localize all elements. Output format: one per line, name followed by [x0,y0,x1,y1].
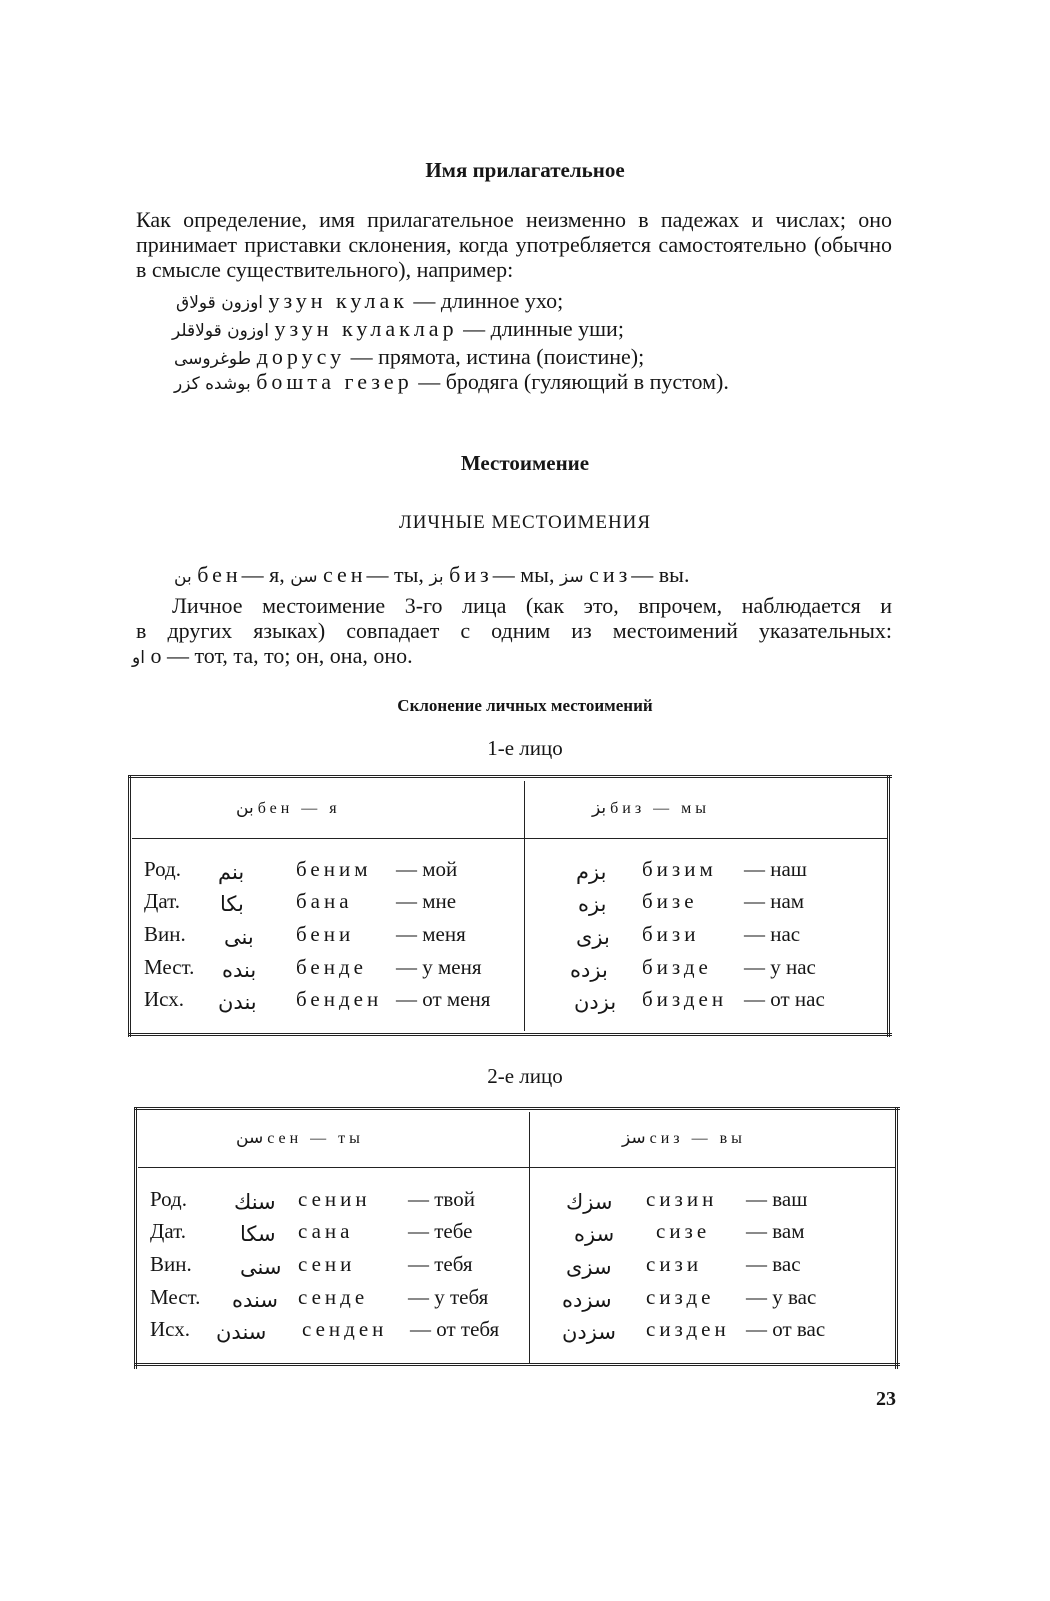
table-header-left [236,798,341,818]
arabic-word: سز [559,567,584,587]
header-text: бен — я [257,800,341,817]
transliteration: сен [322,562,367,587]
transliteration: сизде [646,1285,715,1309]
gloss: — мы, [492,562,555,587]
case-label: Мест. [144,955,195,979]
arabic-word: سنده [232,1288,278,1312]
case-label: Дат. [150,1219,186,1243]
arabic-word: سزه [574,1222,615,1246]
arabic-word: بن [236,798,254,818]
pronoun-paragraph-text: о — тот, та, то; он, она, оно. [150,643,413,668]
person-2-label: 2-е лицо [487,1064,563,1088]
example-row [172,316,624,342]
arabic-word: بز [429,567,444,587]
example-row [176,288,563,314]
arabic-word: بز [592,798,607,818]
arabic-word: سز [622,1128,646,1148]
person-1-label: 1-е лицо [487,736,563,760]
transliteration: бана [296,889,353,913]
table-border [134,1107,137,1369]
gloss: — мой [396,857,458,881]
gloss: — тебя [408,1252,473,1276]
transliteration: бен [197,562,242,587]
case-label: Род. [150,1187,187,1211]
transliteration: узун кулаклар [274,316,458,341]
header-text: сен — ты [267,1130,364,1147]
arabic-word: اوزون قولاق [176,293,264,313]
gloss: — от вас [746,1317,826,1341]
section-title-pronoun: Местоимение [460,451,590,475]
transliteration: сизи [646,1252,703,1276]
arabic-word: سنى [240,1255,282,1279]
arabic-word: سن [290,567,318,587]
transliteration: биз [449,562,493,587]
arabic-word: بزم [576,860,607,884]
transliteration: бизден [642,987,728,1011]
example-row [174,344,644,370]
arabic-word: سزدن [562,1320,616,1344]
arabic-word: بنده [222,958,257,982]
arabic-word: بزى [576,925,610,949]
transliteration: бизим [642,857,717,881]
case-label: Исх. [150,1317,190,1341]
arabic-word: سنك [234,1190,276,1214]
adjective-paragraph: Как определение, имя прилагательное неизменно в падежах и числах; оно принимает приставки склонения, когда употребляется самостоятельно (обычно в смысле существительного), например: [136,207,892,282]
table-column-divider [524,781,525,1031]
example-row [174,369,729,395]
case-label: Вин. [144,922,186,946]
transliteration: бизе [642,889,698,913]
table-divider [138,1167,896,1168]
arabic-word: طوغروسى [174,349,252,369]
gloss: — у меня [396,955,482,979]
arabic-word: سزده [562,1288,612,1312]
declension-title: Склонение личных местоимений [397,696,653,715]
table-border [128,775,892,778]
transliteration: бенден [296,987,383,1011]
gloss: — наш [744,857,807,881]
arabic-word: سزى [566,1255,612,1279]
table-column-divider [529,1112,530,1364]
table-border [887,775,890,1037]
pronoun-paragraph-line [132,643,413,669]
arabic-word: بكا [220,892,244,916]
case-label: Род. [144,857,181,881]
gloss: — мне [396,889,457,913]
transliteration: сени [298,1252,356,1276]
transliteration: сенин [298,1187,371,1211]
transliteration: бизде [642,955,712,979]
gloss: — длинное ухо; [413,288,564,313]
table-border [895,1107,898,1369]
case-label: Мест. [150,1285,201,1309]
transliteration: сизе [656,1219,711,1243]
arabic-word: سن [236,1128,264,1148]
gloss: — ваш [746,1187,808,1211]
gloss: — от меня [396,987,491,1011]
header-text: сиз — вы [649,1130,746,1147]
section-title-adjective: Имя прилагательное [425,158,625,182]
arabic-word: سكا [240,1222,276,1246]
gloss: — ты, [366,562,424,587]
arabic-word: بزده [570,958,608,982]
transliteration: бенде [296,955,367,979]
table-border [128,775,131,1037]
gloss: — длинные уши; [463,316,624,341]
gloss: — твой [408,1187,475,1211]
gloss: — у тебя [408,1285,489,1309]
transliteration: бошта гезер [256,369,413,394]
gloss: — нас [744,922,801,946]
transliteration: сиз [589,562,632,587]
transliteration: бени [296,922,355,946]
transliteration: беним [296,857,372,881]
section-subtitle: ЛИЧНЫЕ МЕСТОИМЕНИЯ [398,512,652,533]
gloss: — у вас [746,1285,817,1309]
table-border [128,1033,892,1036]
gloss: — тебе [408,1219,473,1243]
table-border [134,1107,900,1110]
arabic-word: او [132,648,145,668]
case-label: Исх. [144,987,184,1011]
arabic-word: بزه [578,892,607,916]
arabic-word: بنم [218,860,245,884]
gloss: — у нас [744,955,816,979]
arabic-word: بوشده كزر [174,374,251,394]
table-header-right [622,1128,746,1148]
transliteration: дорусу [256,344,346,369]
case-label: Дат. [144,889,180,913]
gloss: — прямота, истина (поистине); [350,344,645,369]
transliteration: узун кулак [268,288,408,313]
gloss: — вас [746,1252,801,1276]
table-border [134,1363,900,1366]
gloss: — меня [396,922,466,946]
table-divider [132,838,888,839]
transliteration: бизи [642,922,700,946]
case-label: Вин. [150,1252,192,1276]
arabic-word: بن [174,567,192,587]
arabic-word: سزك [566,1190,613,1214]
transliteration: сана [298,1219,354,1243]
gloss: — я, [241,562,285,587]
arabic-word: سندن [216,1320,267,1344]
transliteration: сенде [298,1285,369,1309]
arabic-word: بنى [224,925,254,949]
pronoun-list [174,562,689,588]
gloss: — вы. [631,562,690,587]
gloss: — от нас [744,987,825,1011]
header-text: биз — мы [610,800,711,817]
gloss: — вам [746,1219,805,1243]
table-header-right [592,798,710,818]
transliteration: сизден [646,1317,730,1341]
page-number: 23 [876,1388,896,1410]
arabic-word: بزدن [574,990,617,1014]
gloss: — бродяга (гуляющий в пустом). [418,369,729,394]
pronoun-paragraph-line: в других языках) совпадает с одним из местоимений указательных: [136,618,892,643]
transliteration: сизин [646,1187,718,1211]
transliteration: сенден [302,1317,388,1341]
pronoun-paragraph-line: Личное местоимение 3-го лица (как это, впрочем, наблюдается и [172,593,892,618]
arabic-word: بندن [218,990,257,1014]
gloss: — нам [744,889,805,913]
table-header-left [236,1128,364,1148]
gloss: — от тебя [410,1317,500,1341]
arabic-word: اوزون قولاقلر [172,321,269,341]
